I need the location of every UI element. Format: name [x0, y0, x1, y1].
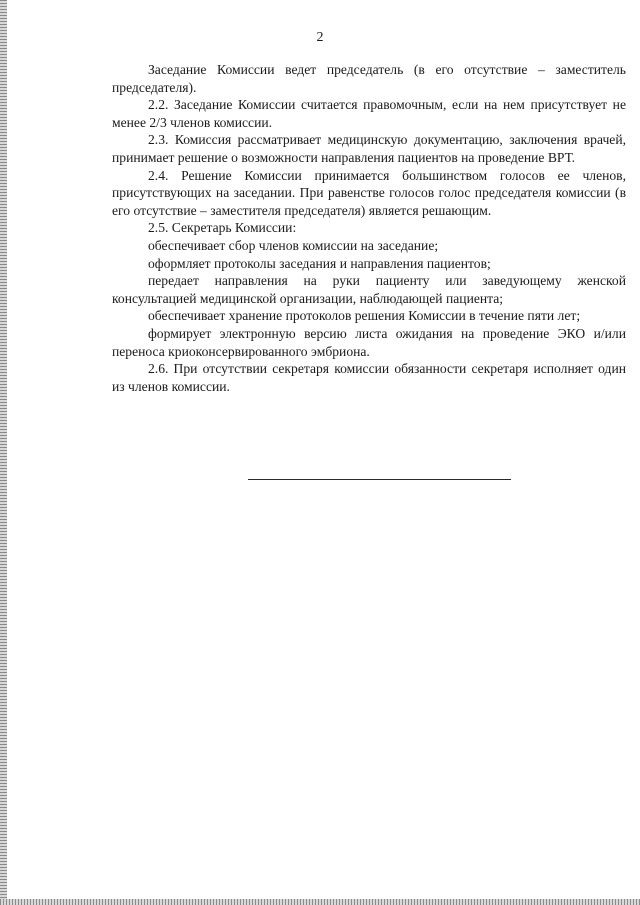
paragraph-2-4-decision: 2.4. Решение Комиссии принимается большинством голосов ее членов, присутствующих на заседании. При равенстве голосов голос председателя комиссии (в его отсутствие – заместителя председателя) является решающим.: [112, 167, 626, 218]
paragraph-2-3-review: 2.3. Комиссия рассматривает медицинскую документацию, заключения врачей, принимает решение о возможности направления пациентов на проведение ВРТ.: [112, 132, 626, 165]
secretary-duty-storage: обеспечивает хранение протоколов решения Комиссии в течение пяти лет;: [148, 308, 581, 324]
scan-edge-bottom: [0, 899, 640, 905]
scan-edge-left: [0, 0, 7, 905]
secretary-duty-gathering: обеспечивает сбор членов комиссии на заседание;: [148, 237, 439, 253]
paragraph-2-2-quorum: 2.2. Заседание Комиссии считается правомочным, если на нем присутствует не менее 2/3 членов комиссии.: [112, 97, 626, 130]
secretary-duty-protocols: оформляет протоколы заседания и направления пациентов;: [148, 255, 491, 271]
paragraph-chair-conducts: Заседание Комиссии ведет председатель (в его отсутствие – заместитель председателя).: [112, 62, 626, 95]
page-number: 2: [316, 30, 324, 45]
secretary-duty-referrals: передает направления на руки пациенту или заведующему женской консультацией медицинской организации, наблюдающей пациента;: [112, 273, 626, 306]
secretary-duty-waitlist: формирует электронную версию листа ожидания на проведение ЭКО и/или переноса криоконсервированного эмбриона.: [112, 325, 626, 359]
paragraph-2-6-substitute: 2.6. При отсутствии секретаря комиссии обязанности секретаря исполняет один из членов комиссии.: [112, 361, 626, 394]
paragraph-2-5-secretary: 2.5. Секретарь Комиссии:: [148, 220, 297, 236]
closing-divider: [248, 479, 511, 480]
document-body: [112, 61, 626, 395]
